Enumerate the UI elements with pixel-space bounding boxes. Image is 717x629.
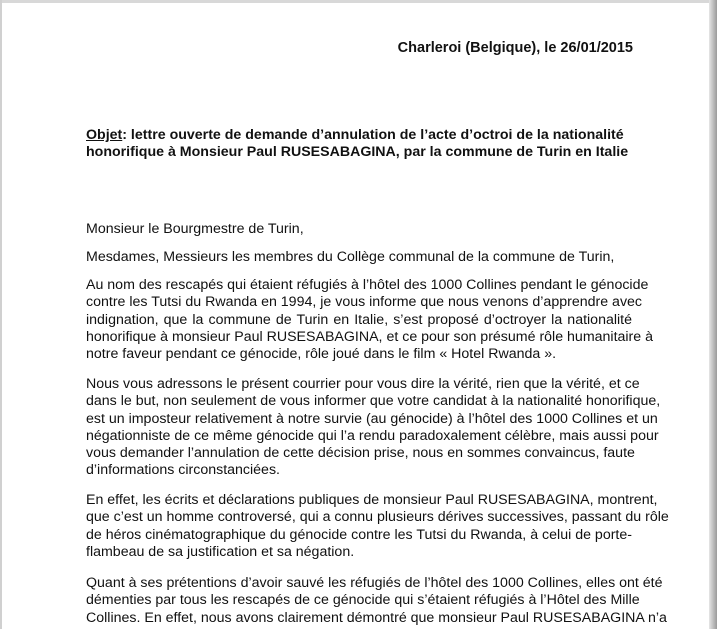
paragraph-line: négationniste de ce même génocide qui l’a rendu paradoxalement célèbre, mais aussi pour (86, 427, 659, 444)
paragraph-line: dans le but, non seulement de vous informer que votre candidat à la nationalité honorifique, (86, 393, 661, 410)
paragraph-line: En effet, les écrits et déclarations publiques de monsieur Paul RUSESABAGINA, montrent, (86, 492, 658, 508)
paragraph-line: honorifique à monsieur Paul RUSESABAGINA, et ce pour son présumé rôle humanitaire à (86, 328, 654, 345)
paragraph-line: Nous vous adressons le présent courrier pour vous dire la vérité, rien que la vérité, et ce (86, 376, 640, 392)
date-line: Charleroi (Belgique), le 26/01/2015 (397, 40, 633, 56)
scan-edge-top (0, 0, 717, 3)
paragraph-4 (86, 575, 667, 627)
salutation-mayor: Monsieur le Bourgmestre de Turin, (86, 221, 304, 237)
paragraph-line: est un imposteur relativement à notre survie (au génocide) à l’hôtel des 1000 Collines et un (86, 410, 658, 427)
paragraph-1 (86, 277, 654, 363)
paragraph-line: de héros cinématographique du génocide contre les Tutsi du Rwanda, à celui de porte- (86, 526, 632, 543)
paragraph-line: Collines. En effet, nous avons clairement démontré que monsieur Paul RUSESABAGINA n’a (86, 609, 667, 626)
subject-text-line1: : lettre ouverte de demande d’annulation de l’acte d’octroi de la nationalité (122, 127, 624, 143)
paragraph-line: démenties par tous les rescapés de ce génocide qui s’étaient réfugiés à l’Hôtel des Mille (86, 592, 640, 609)
subject-label: Objet (86, 127, 123, 143)
paragraph-3 (86, 492, 669, 561)
subject-block (86, 127, 631, 161)
paragraph-2 (86, 376, 661, 480)
paragraph-line: Au nom des rescapés qui étaient réfugiés à l’hôtel des 1000 Collines pendant le génocide (86, 277, 649, 293)
paragraph-line: d’informations circonstanciées. (86, 462, 280, 479)
paragraph-line: indignation, que la commune de Turin en Italie, s’est proposé d’octroyer la nationalité (86, 311, 632, 328)
paragraph-line: vous demander l’annulation de cette décision prise, nous en sommes convaincus, faute (86, 445, 635, 462)
paragraph-line: flambeau de sa justification et sa négation. (86, 543, 355, 560)
paragraph-line: Quant à ses prétentions d’avoir sauvé les réfugiés de l’hôtel des 1000 Collines, elles ont été (86, 575, 663, 591)
salutation-council: Mesdames, Messieurs les membres du Collège communal de la commune de Turin, (86, 249, 615, 265)
paragraph-line: que c’est un homme controversé, qui a connu plusieurs dérives successives, passant du rôle (86, 509, 669, 526)
scan-edge-left (0, 0, 2, 629)
paragraph-line: notre faveur pendant ce génocide, rôle joué dans le film « Hotel Rwanda ». (86, 346, 557, 363)
paragraph-line: contre les Tutsi du Rwanda en 1994, je vous informe que nous venons d’apprendre avec (86, 294, 643, 311)
subject-text-line2: honorifique à Monsieur Paul RUSESABAGINA, par la commune de Turin en Italie (86, 144, 629, 160)
scan-edge-right (709, 0, 717, 629)
